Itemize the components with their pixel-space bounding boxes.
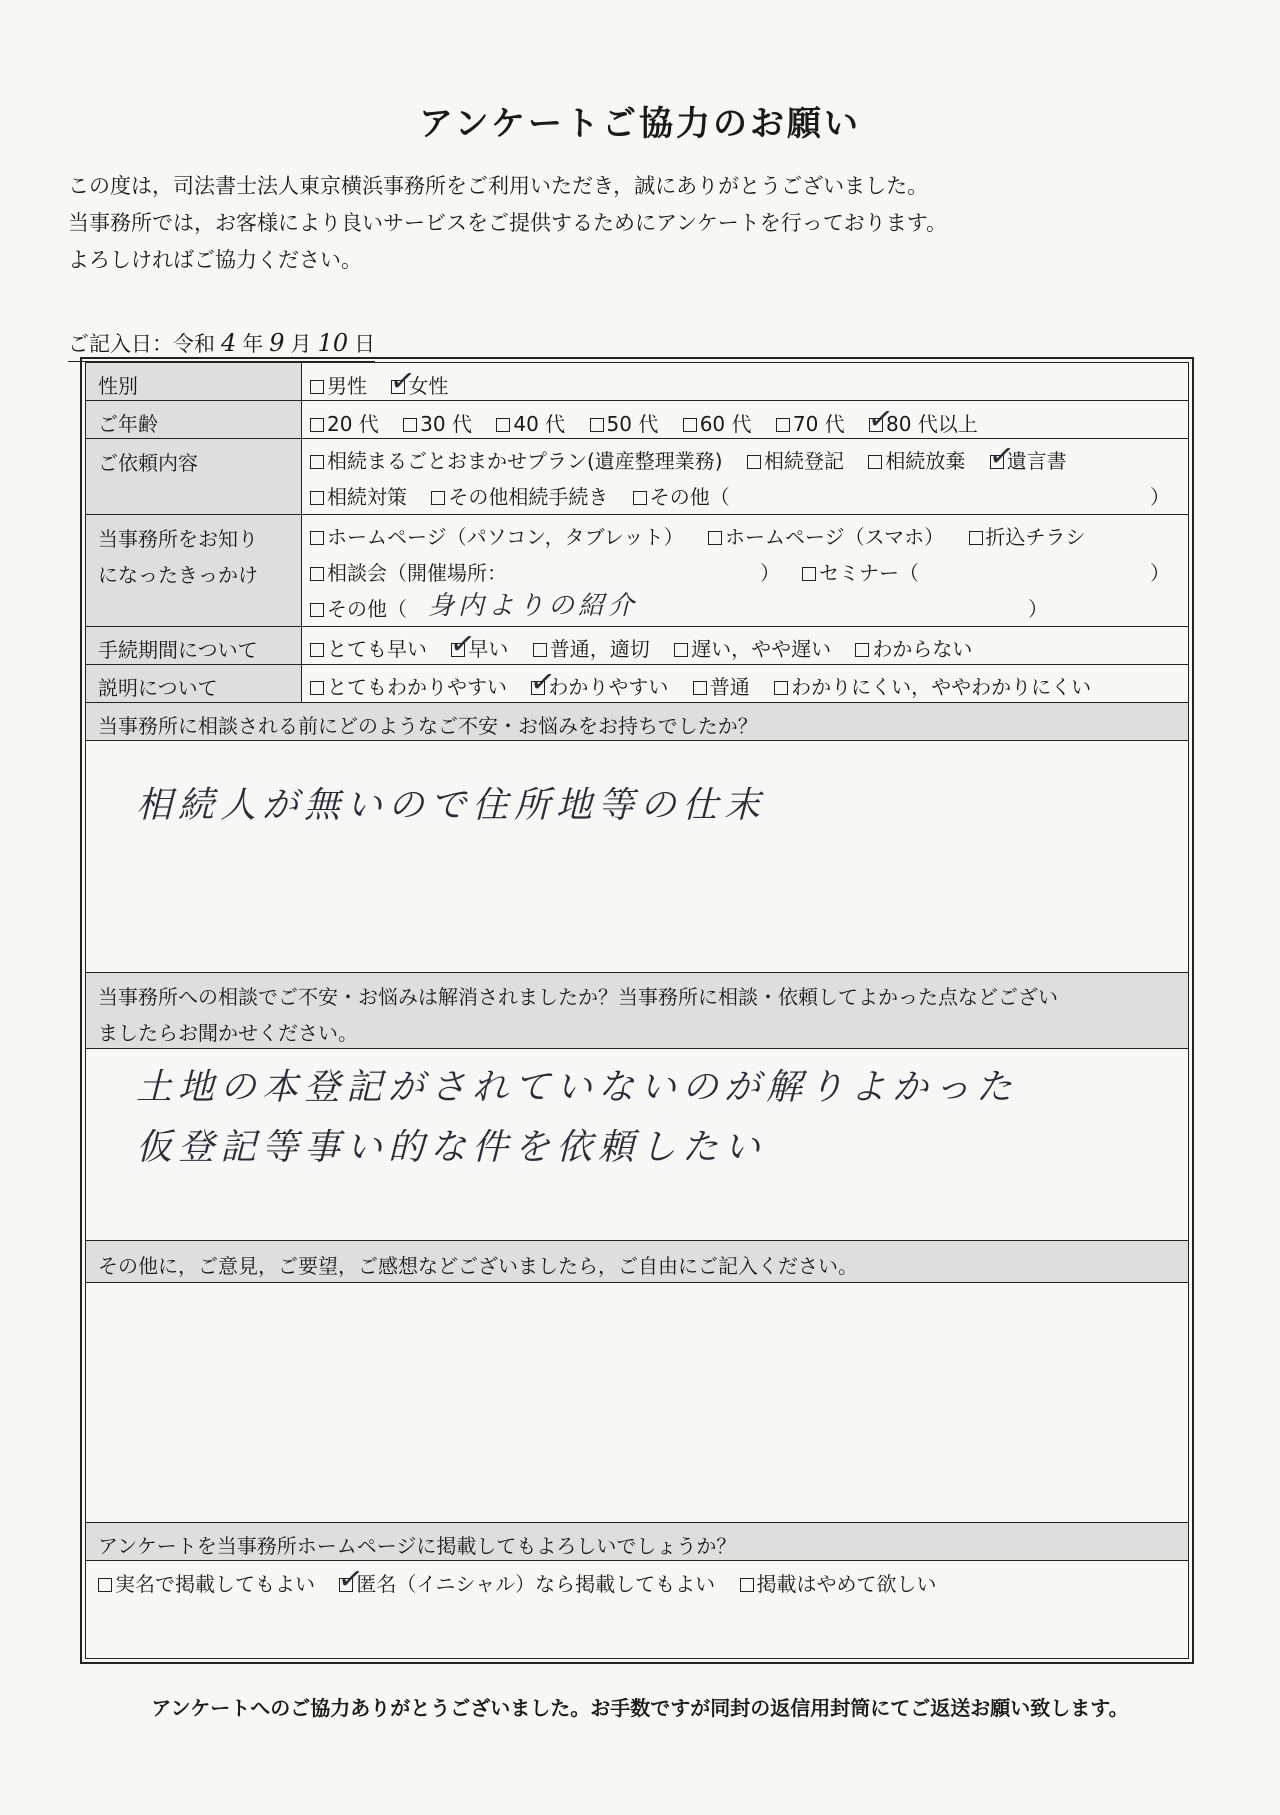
checkbox[interactable] bbox=[855, 643, 869, 657]
gender-label-cell bbox=[86, 363, 302, 400]
request-option-will[interactable]: ✓ 遺言書 bbox=[986, 437, 1067, 476]
q3-question: その他に，ご意見，ご要望，ご感想などございましたら，ご自由にご記入ください。 bbox=[98, 1254, 858, 1278]
explanation-option-clear[interactable]: ✓ わかりやすい bbox=[528, 663, 669, 702]
checkmark-icon: ✓ bbox=[986, 437, 1017, 476]
age-option-50s[interactable]: 50 代 bbox=[590, 408, 659, 437]
source-row bbox=[86, 515, 1188, 627]
q2-question-line-1: 当事務所への相談でご不安・お悩みは解消されましたか？当事務所に相談・依頼してよかった点などござい bbox=[98, 985, 1058, 1009]
q2-header bbox=[86, 973, 1188, 1049]
checkbox[interactable] bbox=[590, 418, 604, 432]
publish-option-decline[interactable]: 掲載はやめて欲しい bbox=[740, 1568, 937, 1597]
age-row bbox=[86, 401, 1188, 439]
date-year[interactable]: 4 bbox=[221, 329, 237, 357]
explanation-label-cell bbox=[86, 665, 302, 702]
checkbox[interactable] bbox=[674, 643, 688, 657]
age-option-60s[interactable]: 60 代 bbox=[683, 408, 752, 437]
source-other-answer[interactable]: 身内よりの紹介 bbox=[428, 591, 639, 621]
request-option-other-procedures[interactable]: その他相続手続き bbox=[431, 481, 608, 510]
date-month-unit: 月 bbox=[290, 332, 312, 356]
checkbox[interactable] bbox=[310, 531, 324, 545]
source-option-homepage-phone[interactable]: ホームページ（スマホ） bbox=[708, 521, 944, 550]
period-option-unknown[interactable]: わからない bbox=[855, 633, 972, 662]
footer-thanks: アンケートへのご協力ありがとうございました。お手数ですが同封の返信用封筒にてご返送お願い致します。 bbox=[151, 1696, 1129, 1720]
source-option-homepage-pc[interactable]: ホームページ（パソコン，タブレット） bbox=[310, 521, 684, 550]
checkmark-icon: ✓ bbox=[448, 625, 478, 664]
publish-header bbox=[86, 1523, 1188, 1561]
checkbox[interactable] bbox=[774, 681, 788, 695]
survey-form-inner bbox=[85, 362, 1189, 1659]
explanation-label: 説明について bbox=[98, 676, 218, 700]
age-option-30s[interactable]: 30 代 bbox=[403, 408, 472, 437]
gender-row bbox=[86, 363, 1188, 401]
explanation-option-normal[interactable]: 普通 bbox=[693, 671, 750, 700]
request-other-close: ） bbox=[1150, 485, 1170, 509]
source-options bbox=[302, 515, 1188, 626]
intro-text bbox=[68, 168, 947, 279]
period-option-fast[interactable]: ✓ 早い bbox=[448, 625, 509, 664]
publish-option-real-name[interactable]: 実名で掲載してもよい bbox=[98, 1568, 315, 1597]
source-label-cell bbox=[86, 515, 302, 626]
q1-header bbox=[86, 703, 1188, 741]
publish-options bbox=[86, 1561, 1188, 1601]
checkbox[interactable] bbox=[865, 400, 896, 439]
checkbox[interactable] bbox=[747, 455, 761, 469]
request-option-renunciation[interactable]: 相続放棄 bbox=[868, 445, 965, 474]
period-option-normal[interactable]: 普通，適切 bbox=[533, 633, 650, 662]
q2-answer-area[interactable] bbox=[86, 1049, 1188, 1241]
source-option-consultation[interactable]: 相談会（開催場所： bbox=[310, 557, 507, 586]
entry-date bbox=[68, 328, 375, 358]
date-day[interactable]: 10 bbox=[317, 329, 349, 357]
age-label-cell bbox=[86, 401, 302, 438]
source-consult-close: ） bbox=[760, 561, 780, 585]
explanation-row bbox=[86, 665, 1188, 703]
checkbox[interactable] bbox=[403, 418, 417, 432]
gender-label: 性別 bbox=[98, 374, 138, 398]
age-option-70s[interactable]: 70 代 bbox=[776, 408, 845, 437]
request-options bbox=[302, 439, 1188, 514]
gender-options bbox=[302, 363, 1188, 400]
checkbox[interactable] bbox=[336, 1560, 366, 1599]
age-option-80s-plus[interactable]: ✓ 80 代以上 bbox=[865, 400, 978, 439]
checkbox[interactable] bbox=[693, 681, 707, 695]
checkbox[interactable] bbox=[633, 491, 647, 505]
checkbox[interactable] bbox=[310, 681, 324, 695]
age-option-40s[interactable]: 40 代 bbox=[496, 408, 565, 437]
q1-answer[interactable]: 相続人が無いので住所地等の仕末 bbox=[136, 785, 767, 826]
request-option-full-plan[interactable]: 相続まるごとおまかせプラン(遺産整理業務) bbox=[310, 445, 723, 474]
q2-answer-line-1[interactable]: 土地の本登記がされていないのが解りよかった bbox=[136, 1067, 1019, 1108]
request-option-other[interactable]: その他（ bbox=[633, 481, 730, 510]
date-month[interactable]: 9 bbox=[269, 329, 285, 357]
checkbox[interactable] bbox=[431, 491, 445, 505]
intro-line-2: 当事務所では，お客様により良いサービスをご提供するためにアンケートを行っております。 bbox=[68, 211, 948, 235]
explanation-option-very-clear[interactable]: とてもわかりやすい bbox=[310, 671, 507, 700]
checkmark-icon: ✓ bbox=[528, 663, 558, 702]
checkbox[interactable] bbox=[986, 437, 1017, 476]
publish-option-anonymous[interactable]: ✓ 匿名（イニシャル）なら掲載してもよい bbox=[336, 1560, 716, 1599]
date-day-unit: 日 bbox=[354, 332, 376, 356]
period-option-very-fast[interactable]: とても早い bbox=[310, 633, 427, 662]
explanation-options bbox=[302, 665, 1188, 702]
q1-answer-area[interactable] bbox=[86, 741, 1188, 973]
q2-answer-line-2[interactable]: 仮登記等事い的な件を依頼したい bbox=[136, 1127, 767, 1168]
source-option-seminar[interactable]: セミナー（ bbox=[802, 557, 919, 586]
source-other-close: ） bbox=[1028, 597, 1048, 621]
checkbox[interactable] bbox=[310, 643, 324, 657]
source-seminar-close: ） bbox=[1150, 561, 1170, 585]
survey-form bbox=[80, 357, 1194, 1664]
period-label: 手続期間について bbox=[98, 638, 258, 662]
date-label: ご記入日：令和 bbox=[68, 332, 215, 356]
source-option-other[interactable]: その他（ bbox=[310, 593, 407, 622]
request-option-planning[interactable]: 相続対策 bbox=[310, 481, 407, 510]
checkbox[interactable] bbox=[802, 567, 816, 581]
checkmark-icon: ✓ bbox=[865, 400, 896, 439]
q3-answer-area[interactable] bbox=[86, 1283, 1188, 1523]
age-option-20s[interactable]: 20 代 bbox=[310, 408, 379, 437]
request-label: ご依頼内容 bbox=[98, 451, 198, 475]
checkbox[interactable] bbox=[683, 418, 697, 432]
age-label: ご年齢 bbox=[98, 412, 158, 436]
checkbox[interactable] bbox=[740, 1578, 754, 1592]
checkbox[interactable] bbox=[310, 418, 324, 432]
period-label-cell bbox=[86, 627, 302, 664]
checkbox[interactable] bbox=[868, 455, 882, 469]
q2-question-line-2: ましたらお聞かせください。 bbox=[98, 1021, 358, 1045]
period-row bbox=[86, 627, 1188, 665]
checkbox[interactable] bbox=[448, 625, 478, 664]
date-year-unit: 年 bbox=[242, 332, 264, 356]
intro-line-1: この度は，司法書士法人東京横浜事務所をご利用いただき，誠にありがとうございました。 bbox=[68, 174, 929, 198]
request-option-registration[interactable]: 相続登記 bbox=[747, 445, 844, 474]
q1-question: 当事務所に相談される前にどのようなご不安・お悩みをお持ちでしたか？ bbox=[98, 714, 758, 738]
intro-line-3: よろしければご協力ください。 bbox=[68, 248, 362, 272]
q3-header bbox=[86, 1241, 1188, 1283]
checkbox[interactable] bbox=[310, 380, 324, 394]
checkmark-icon: ✓ bbox=[388, 362, 418, 401]
publish-question: アンケートを当事務所ホームページに掲載してもよろしいでしょうか？ bbox=[98, 1534, 737, 1558]
checkbox[interactable] bbox=[310, 603, 324, 617]
checkbox[interactable] bbox=[496, 418, 510, 432]
request-row bbox=[86, 439, 1188, 515]
checkbox[interactable] bbox=[310, 455, 324, 469]
checkbox[interactable] bbox=[969, 531, 983, 545]
request-label-cell bbox=[86, 439, 302, 514]
age-options bbox=[302, 401, 1188, 438]
period-options bbox=[302, 627, 1188, 664]
checkbox[interactable] bbox=[533, 643, 547, 657]
survey-title: アンケートご協力のお願い bbox=[419, 104, 861, 144]
checkbox[interactable] bbox=[776, 418, 790, 432]
checkbox[interactable] bbox=[708, 531, 722, 545]
checkbox[interactable] bbox=[310, 491, 324, 505]
source-label-line-2: になったきっかけ bbox=[98, 563, 258, 587]
checkmark-icon: ✓ bbox=[336, 1560, 366, 1599]
checkbox[interactable] bbox=[388, 362, 418, 401]
checkbox[interactable] bbox=[98, 1578, 112, 1592]
gender-option-female[interactable]: ✓ 女性 bbox=[388, 362, 449, 401]
checkbox[interactable] bbox=[310, 567, 324, 581]
source-option-flyer[interactable]: 折込チラシ bbox=[969, 521, 1086, 550]
gender-option-male[interactable]: 男性 bbox=[310, 370, 367, 399]
source-label-line-1: 当事務所をお知り bbox=[98, 527, 258, 551]
explanation-option-unclear[interactable]: わかりにくい，ややわかりにくい bbox=[774, 671, 1091, 700]
period-option-slow[interactable]: 遅い，やや遅い bbox=[674, 633, 831, 662]
checkbox[interactable] bbox=[528, 663, 558, 702]
